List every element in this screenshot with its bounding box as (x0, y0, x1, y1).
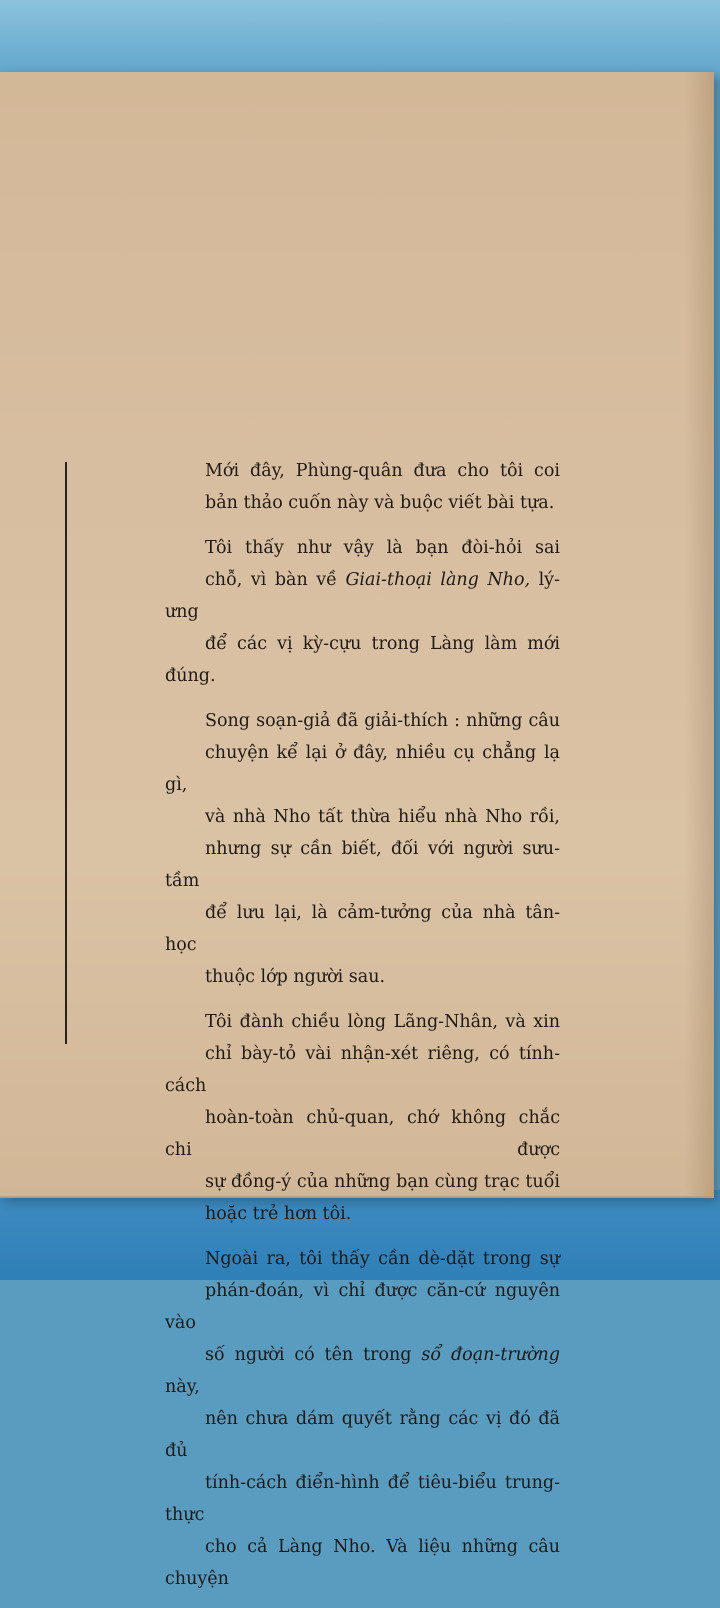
text-line: hoàn-toàn chủ-quan, chớ không chắc chi được (165, 1108, 560, 1160)
paragraph-4 (165, 1006, 560, 1230)
background-top (0, 0, 720, 80)
text-line: và nhà Nho tất thừa hiểu nhà Nho rồi, (205, 807, 560, 827)
text-segment: lý-ưng (165, 570, 560, 622)
text-segment: này, (165, 1377, 200, 1397)
text-segment: số người có tên trong (205, 1345, 412, 1365)
text-line: để lưu lại, là cảm-tưởng của nhà tân-học (165, 903, 560, 955)
text-line: nên chưa dám quyết rằng các vị đó đã đủ (165, 1409, 560, 1461)
text-segment: chỗ, vì bàn về (205, 570, 337, 590)
text-line: chỉ bày-tỏ vài nhận-xét riêng, có tính-cách (165, 1044, 560, 1096)
text-line (165, 1339, 560, 1403)
paragraph-3 (165, 705, 560, 993)
text-line: bản thảo cuốn này và buộc viết bài tựa. (205, 493, 555, 513)
text-line: Ngoài ra, tôi thấy cần dè-dặt trong sự (205, 1249, 560, 1269)
text-line: sự đồng-ý của những bạn cùng trạc tuổi (205, 1172, 560, 1192)
text-line (165, 564, 560, 628)
text-line: cho cả Làng Nho. Và liệu những câu chuyện (165, 1537, 560, 1589)
text-line: Tôi thấy như vậy là bạn đòi-hỏi sai (205, 538, 560, 558)
text-line: tính-cách điển-hình để tiêu-biểu trung-thực (165, 1473, 560, 1525)
paragraph-2 (165, 532, 560, 692)
preface-text (165, 455, 560, 1608)
text-line: hoặc trẻ hơn tôi. (205, 1204, 352, 1224)
text-line: Tôi đành chiều lòng Lãng-Nhân, và xin (205, 1012, 560, 1032)
text-line: Song soạn-giả đã giải-thích : những câu (205, 711, 560, 731)
text-line: nhưng sự cần biết, đối với người sưu-tầm (165, 839, 560, 891)
text-line: thuộc lớp người sau. (205, 967, 386, 987)
text-line: chuyện kể lại ở đây, nhiều cụ chẳng lạ gì, (165, 743, 560, 795)
margin-rule (65, 462, 67, 1044)
text-line: để các vị kỳ-cựu trong Làng làm mới đúng. (165, 634, 560, 686)
text-line: Mới đây, Phùng-quân đưa cho tôi coi (205, 461, 560, 481)
paragraph-1 (165, 455, 560, 519)
book-title-italic: Giai-thoại làng Nho, (345, 570, 531, 590)
italic-phrase: sổ đoạn-trường (421, 1345, 560, 1365)
paragraph-5 (165, 1243, 560, 1595)
text-line: phán-đoán, vì chỉ được căn-cứ nguyên vào (165, 1281, 560, 1333)
